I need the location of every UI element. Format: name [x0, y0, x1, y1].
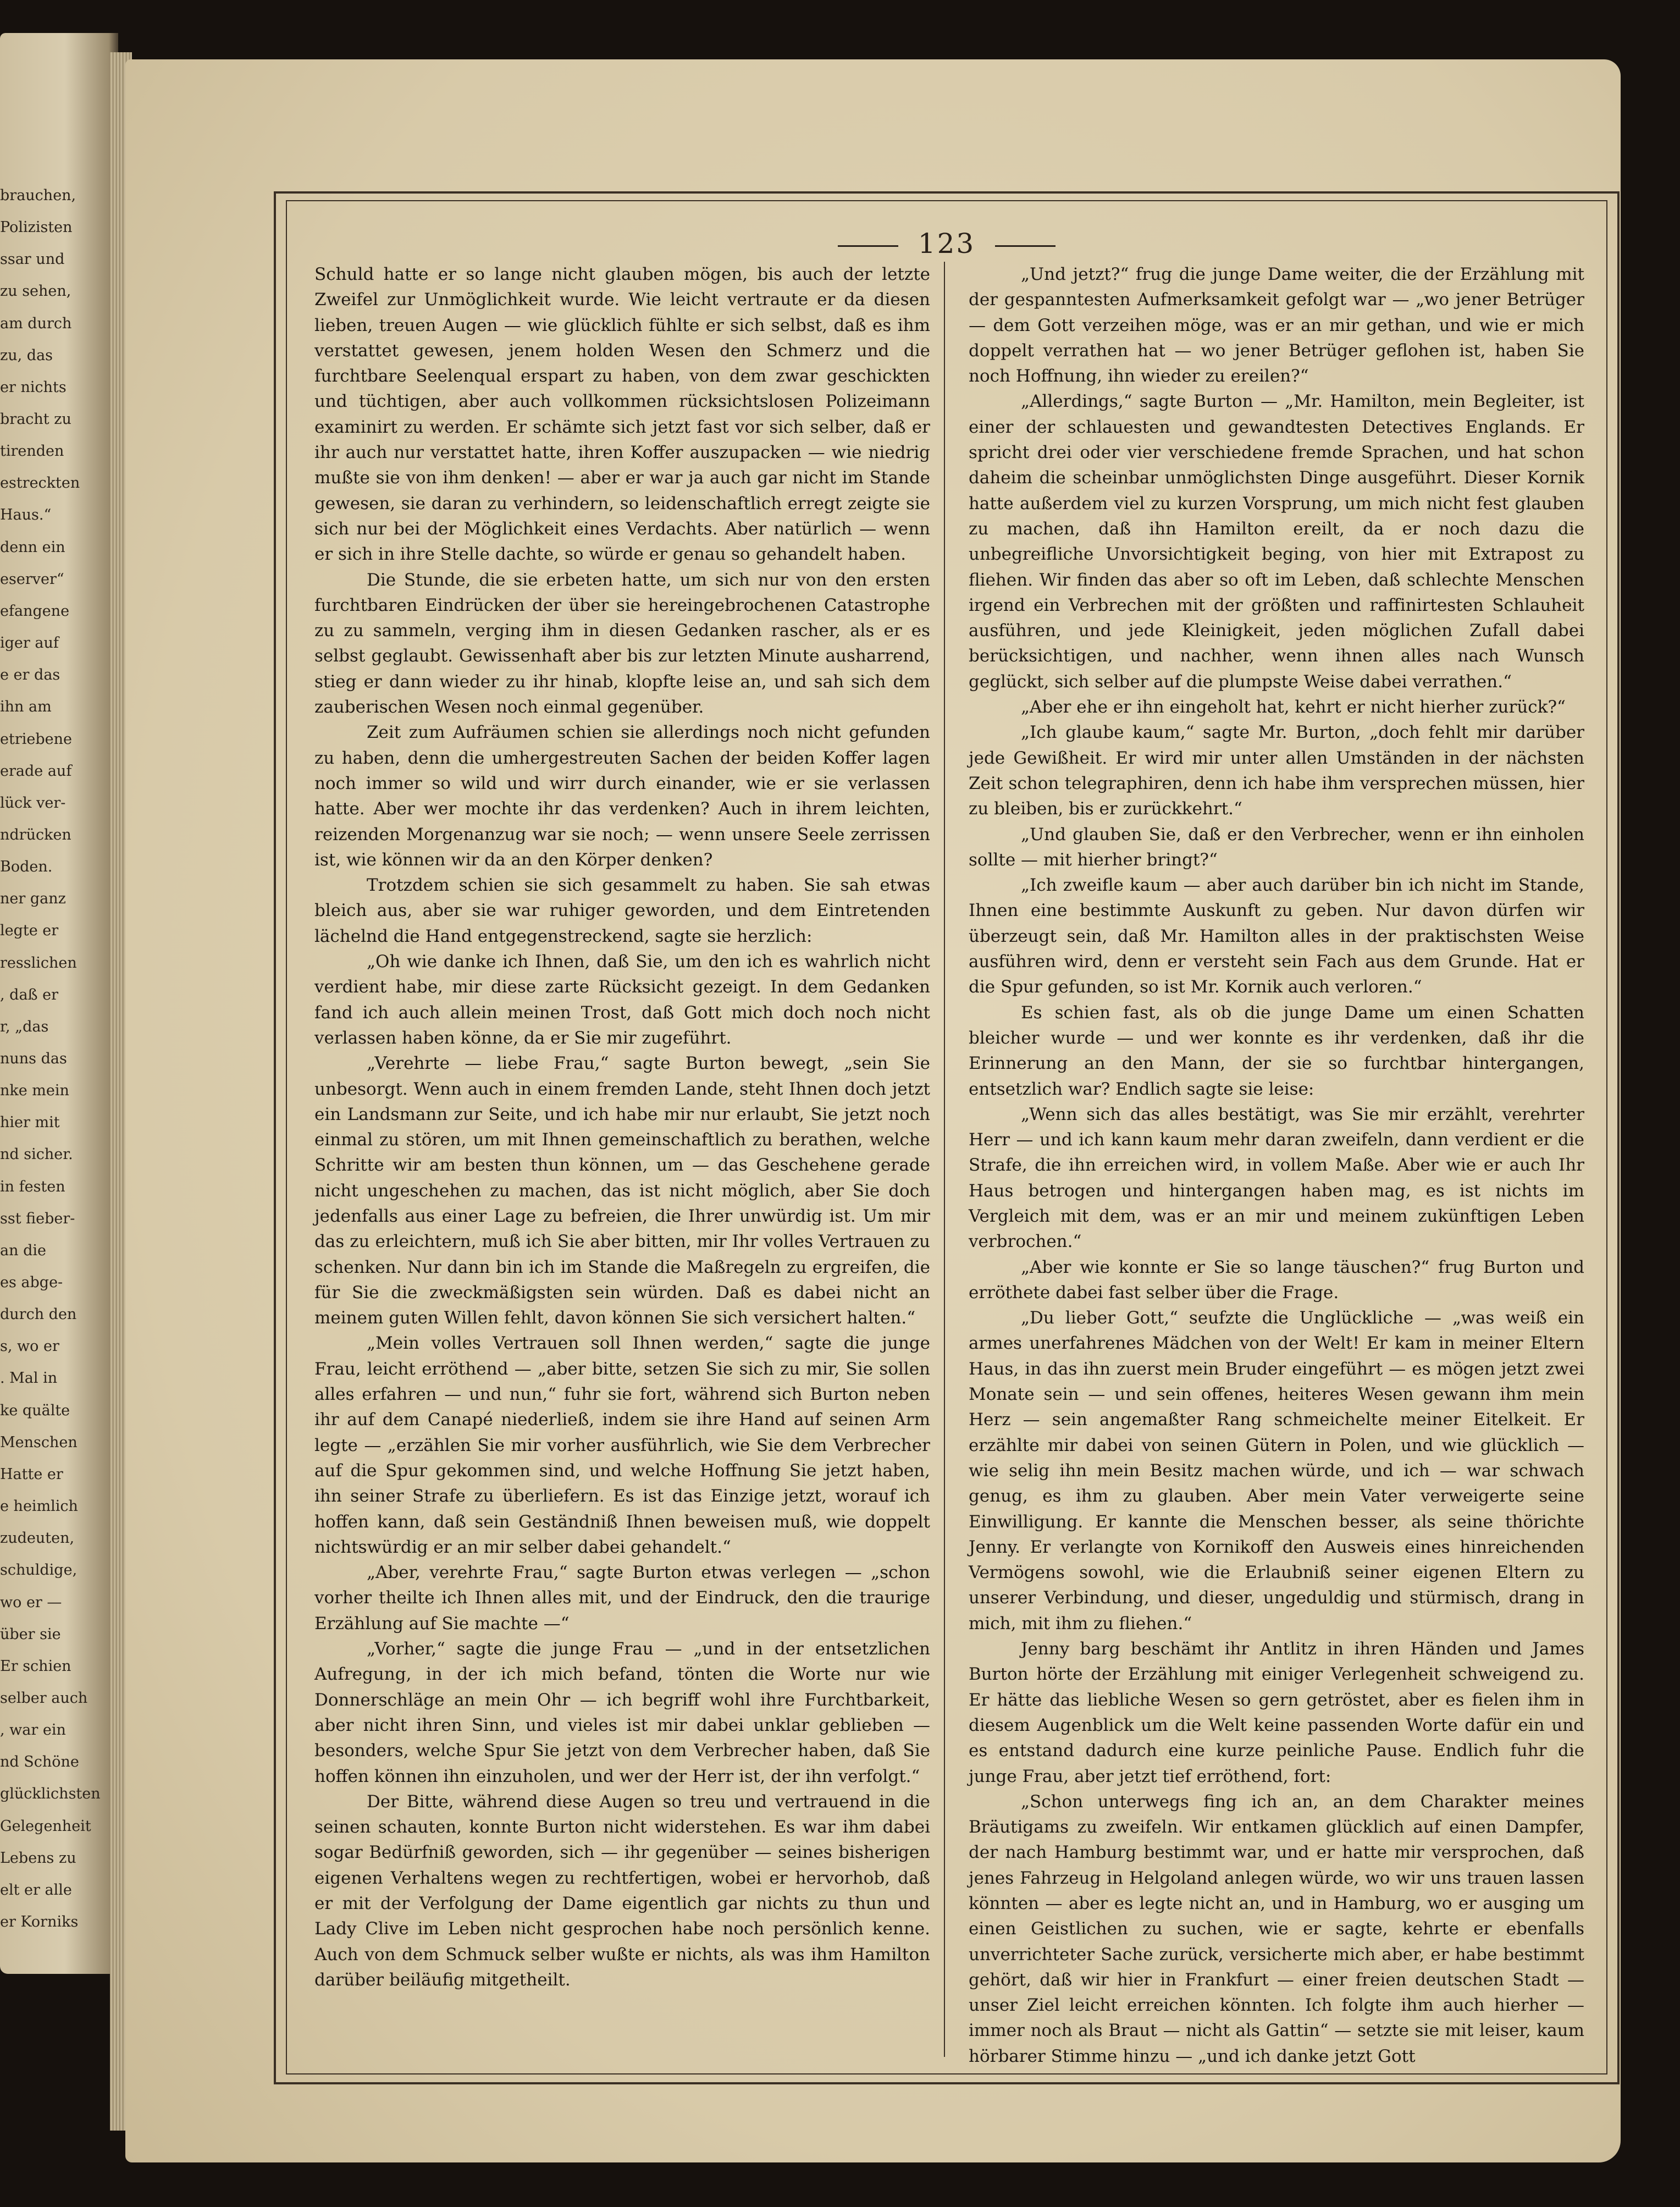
page-border: [274, 191, 1620, 2084]
previous-page-line: selber auch: [0, 1690, 88, 1707]
previous-page-line: zudeuten,: [0, 1530, 75, 1547]
paragraph: Es schien fast, als ob die junge Dame um einen Schatten bleicher wurde — und wer konnte es ihr verdenken, daß ihr die Erinnerung an den Mann, der sie so furchtbar hintergangen, entsetzlich war? Endlich sagte sie leise:: [969, 1002, 1584, 1099]
previous-page-line: über sie: [0, 1626, 61, 1643]
paragraph: „Ich zweifle kaum — aber auch darüber bin ich nicht im Stande, Ihnen eine bestimmte Auskunft zu geben. Nur davon dürfen wir überzeugt sein, daß Mr. Hamilton alles in der praktischsten Weise ausführen wird, denn er versteht sein Fach aus dem Grunde. Hat er die Spur gefunden, so ist Mr. Kornik auch verloren.“: [969, 875, 1584, 997]
previous-page-line: ke quälte: [0, 1402, 70, 1419]
paragraph: „Aber ehe er ihn eingeholt hat, kehrt er nicht hierher zurück?“: [1021, 697, 1566, 718]
text-column-left: [314, 262, 930, 1993]
previous-page-line: ndrücken: [0, 826, 71, 843]
previous-page-line: denn ein: [0, 539, 65, 556]
previous-page-line: , daß er: [0, 986, 59, 1003]
column-divider: [944, 262, 945, 2057]
paragraph: Zeit zum Aufräumen schien sie allerdings noch nicht gefunden zu haben, denn die umhergestreuten Sachen der beiden Koffer lagen noch immer so wild und wirr durch einander, wie er sie verlassen hatte. Aber wer mochte ihr das verdenken? Auch in ihrem leichten, reizenden Morgenanzug war sie noch; — wenn unsere Seele zerrissen ist, wie können wir da an den Körper denken?: [314, 722, 930, 870]
previous-page-line: erade auf: [0, 763, 72, 780]
paragraph: „Und jetzt?“ frug die junge Dame weiter, die der Erzählung mit der gespanntesten Aufmerksamkeit gefolgt war — „wo jener Betrüger — dem Gott verzeihen möge, was er an mir gethan, und wie er mich doppelt verrathen hat — wo jener Betrüger geflohen ist, haben Sie noch Hoffnung, ihn wieder zu ereilen?“: [969, 264, 1584, 387]
paragraph: Die Stunde, die sie erbeten hatte, um sich nur von den ersten furchtbaren Eindrücken der über sie hereingebrochenen Catastrophe zu zu sammeln, verging ihm in diesen Gedanken rascher, als er es selbst geglaubt. Gewissenhaft aber bis zur letzten Minute ausharrend, stieg er dann wieder zu ihr hinab, klopfte leise an, und sah sich dem zauberischen Wesen noch einmal gegenüber.: [314, 570, 930, 718]
previous-page-line: legte er: [0, 922, 59, 939]
paragraph: „Mein volles Vertrauen soll Ihnen werden,“ sagte die junge Frau, leicht erröthend — „aber bitte, setzen Sie sich zu mir, Sie sollen alles erfahren — und nun,“ fuhr sie fort, während sich Burton neben ihr auf dem Canapé niederließ, indem sie ihre Hand auf seinen Arm legte — „erzählen Sie mir vorher ausführlich, wie Sie dem Verbrecher auf die Spur gekommen sind, und welche Hoffnung Sie jetzt haben, ihn seiner Strafe zu überliefern. Es ist das Einzige jetzt, worauf ich hoffen kann, daß sein Geständniß Ihnen beweisen muß, wie doppelt nichtswürdig er an mir selber dabei gehandelt.“: [314, 1333, 930, 1557]
previous-page-line: Boden.: [0, 858, 53, 875]
previous-page-line: nd Schöne: [0, 1753, 79, 1770]
previous-page-line: es abge-: [0, 1274, 63, 1291]
paragraph: „Ich glaube kaum,“ sagte Mr. Burton, „doch fehlt mir darüber jede Gewißheit. Er wird mir unter allen Umständen in der nächsten Zeit schon telegraphiren, denn ich habe ihm versprechen müssen, hier zu bleiben, bis er zurückkehrt.“: [969, 722, 1584, 819]
page-number: 123: [918, 228, 976, 260]
previous-page-line: er nichts: [0, 379, 67, 396]
previous-page-line: nke mein: [0, 1082, 69, 1099]
previous-page-line: etriebene: [0, 731, 72, 748]
previous-page-line: hier mit: [0, 1114, 60, 1131]
paragraph: „Allerdings,“ sagte Burton — „Mr. Hamilton, mein Begleiter, ist einer der schlauesten und gewandtesten Detectives Englands. Er spricht drei oder vier verschiedene fremde Sprachen, und hat schon daheim die scheinbar unmöglichsten Dinge ausgeführt. Dieser Kornik hatte außerdem viel zu kurzen Vorsprung, um mich nicht fest glauben zu machen, daß ihn Hamilton ereilt, da er noch dazu die unbegreifliche Unvorsichtigkeit beging, von hier mit Extrapost zu fliehen. Wir finden das aber so oft im Leben, daß schlechte Menschen irgend ein Verbrechen mit der größten und raffinirtesten Schlauheit ausführen, und jede Kleinigkeit, jeden möglichen Zufall dabei berücksichtigen, und nachher, wenn ihnen alles nach Wunsch geglückt, sich selber auf die plumpste Weise dabei verrathen.“: [969, 391, 1584, 692]
previous-page-line: Menschen: [0, 1434, 78, 1451]
previous-page-edge: [0, 33, 118, 1974]
previous-page-line: in festen: [0, 1178, 65, 1195]
previous-page-line: Lebens zu: [0, 1850, 76, 1867]
previous-page-line: estreckten: [0, 474, 80, 492]
paragraph: „Verehrte — liebe Frau,“ sagte Burton bewegt, „sein Sie unbesorgt. Wenn auch in einem fremden Lande, steht Ihnen doch jetzt ein Landsmann zur Seite, und ich habe mir nur erlaubt, Sie jetzt noch einmal zu stören, um mit Ihnen gemeinschaftlich zu berathen, welche Schritte wir am besten thun können, um — das Geschehene gerade nicht ungeschehen zu machen, das ist nicht möglich, aber Sie doch jedenfalls aus einer Lage zu befreien, die Ihrer unwürdig ist. Um mir das zu erleichtern, muß ich Sie aber bitten, mir Ihr volles Vertrauen zu schenken. Nur dann bin ich im Stande die Maßregeln zu ergreifen, die für Sie die zweckmäßigsten sein würden. Daß es dabei nicht an meinem guten Willen fehlt, davon können Sie sich versichert halten.“: [314, 1053, 930, 1328]
previous-page-line: wo er —: [0, 1594, 62, 1611]
previous-page-line: am durch: [0, 315, 72, 332]
previous-page-line: Er schien: [0, 1658, 71, 1675]
previous-page-line: an die: [0, 1242, 46, 1259]
paragraph: „Vorher,“ sagte die junge Frau — „und in der entsetzlichen Aufregung, in der ich mich befand, tönten die Worte nur wie Donnerschläge an mein Ohr — ich begriff wohl ihre Furchtbarkeit, aber nicht ihren Sinn, und vieles ist mir dabei unklar geblieben — besonders, welche Spur Sie jetzt von dem Verbrecher haben, daß Sie hoffen können ihn einzuholen, und wer der Herr ist, der ihn verfolgt.“: [314, 1639, 930, 1786]
paragraph: „Oh wie danke ich Ihnen, daß Sie, um den ich es wahrlich nicht verdient habe, mir diese zarte Rücksicht gezeigt. In dem Gedanken fand ich auch allein meinen Trost, daß Gott mich doch noch nicht verlassen haben könne, da er Sie mir zugeführt.: [314, 952, 930, 1048]
previous-page-line: sst fieber-: [0, 1210, 75, 1227]
previous-page-line: eserver“: [0, 571, 64, 588]
previous-page-line: . Mal in: [0, 1370, 58, 1387]
paragraph: „Aber, verehrte Frau,“ sagte Burton etwas verlegen — „schon vorher theilte ich Ihnen alles mit, und der Eindruck, den die traurige Erzählung auf Sie machte —“: [314, 1563, 930, 1634]
previous-page-line: Hatte er: [0, 1466, 63, 1483]
previous-page-line: nd sicher.: [0, 1146, 73, 1163]
text-column-right: [969, 262, 1584, 2069]
header-rule-right: [995, 245, 1055, 247]
previous-page-line: Gelegenheit: [0, 1818, 91, 1835]
previous-page-line: resslichen: [0, 954, 77, 972]
paragraph: „Schon unterwegs fing ich an, an dem Charakter meines Bräutigams zu zweifeln. Wir entkamen glücklich auf einen Dampfer, der nach Hamburg bestimmt war, und er hatte mir versprochen, daß jenes Fahrzeug in Helgoland anlegen würde, wo wir uns trauen lassen könnten — aber es legte nicht an, und in Hamburg, wo er ausging um einen Geistlichen zu suchen, wie er sagte, kehrte er ebenfalls unverrichteter Sache zurück, versicherte mich aber, er habe bestimmt gehört, daß wir hier in Frankfurt — einer freien deutschen Stadt — unser Ziel leicht erreichen könnten. Ich folgte ihm auch hierher — immer noch als Braut — nicht als Gattin“ — setzte sie mit leiser, kaum hörbarer Stimme hinzu — „und ich danke jetzt Gott: [969, 1791, 1584, 2066]
previous-page-line: Haus.“: [0, 506, 52, 523]
previous-page-line: ssar und: [0, 251, 65, 268]
previous-page-line: elt er alle: [0, 1882, 72, 1899]
paragraph: „Aber wie konnte er Sie so lange täuschen?“ frug Burton und erröthete dabei fast selber über die Frage.: [969, 1257, 1584, 1303]
previous-page-line: bracht zu: [0, 411, 71, 428]
paragraph: Der Bitte, während diese Augen so treu und vertrauend in die seinen schauten, konnte Burton nicht widerstehen. Es war ihm dabei sogar Bedürfniß geworden, sich — ihr gegenüber — seines bisherigen eigenen Verhaltens wegen zu rechtfertigen, wobei er hervorhob, daß er mit der Verfolgung der Dame eigentlich gar nichts zu thun und Lady Clive im Leben nicht gesprochen habe noch persönlich kenne. Auch von dem Schmuck selber wußte er nichts, als was ihm Hamilton darüber beiläufig mitgetheilt.: [314, 1791, 930, 1990]
header-rule-left: [838, 245, 898, 247]
previous-page-line: e er das: [0, 666, 60, 683]
previous-page-line: , war ein: [0, 1722, 66, 1739]
paragraph: „Wenn sich das alles bestätigt, was Sie mir erzählt, verehrter Herr — und ich kann kaum mehr daran zweifeln, dann verdient er die Strafe, die ihn erreichen wird, in vollem Maße. Aber wie er auch Ihr Haus betrogen und hintergangen haben mag, es ist nichts im Vergleich mit dem, was er an mir und meinem zukünftigen Leben verbrochen.“: [969, 1104, 1584, 1252]
page-header: [287, 228, 1606, 260]
previous-page-line: er Korniks: [0, 1913, 79, 1930]
previous-page-line: s, wo er: [0, 1338, 59, 1355]
previous-page-line: e heimlich: [0, 1498, 78, 1515]
paragraph: Trotzdem schien sie sich gesammelt zu haben. Sie sah etwas bleich aus, aber sie war ruhiger geworden, und dem Eintretenden lächelnd die Hand entgegenstreckend, sagte sie herzlich:: [314, 875, 930, 946]
previous-page-line: nuns das: [0, 1050, 67, 1067]
previous-page-line: efangene: [0, 603, 70, 620]
previous-page-line: tirenden: [0, 443, 64, 460]
previous-page-text: [0, 33, 110, 1974]
previous-page-line: iger auf: [0, 634, 59, 652]
paragraph: Jenny barg beschämt ihr Antlitz in ihren Händen und James Burton hörte der Erzählung mit einiger Verlegenheit schweigend zu. Er hätte das liebliche Wesen so gern getröstet, aber es fielen ihm in diesem Augenblick um die Welt keine passenden Worte dafür ein und es entstand dadurch eine kurze peinliche Pause. Endlich fuhr die junge Frau, aber jetzt tief erröthend, fort:: [969, 1639, 1584, 1786]
previous-page-line: durch den: [0, 1306, 77, 1323]
paragraph: Schuld hatte er so lange nicht glauben mögen, bis auch der letzte Zweifel zur Unmöglichkeit wurde. Wie leicht vertraute er da diesen lieben, treuen Augen — wie glücklich fühlte er sich selbst, daß es ihm verstattet gewesen, jenem holden Wesen den Schmerz und die furchtbare Seelenqual erspart zu haben, von dem zwar geschickten und tüchtigen, aber auch vollkommen rücksichtslosen Polizeimann examinirt zu werden. Er schämte sich jetzt fast vor sich selber, daß er ihr auch nur verstattet hatte, ihren Koffer auszupacken — wie niedrig mußte sie von ihm denken! — aber er war ja auch gar nicht im Stande gewesen, sie daran zu verhindern, so leidenschaftlich erregt zeigte sie sich nur bei der Möglichkeit eines Verdachts. Aber natürlich — wenn er sich in ihre Stelle dachte, so würde er genau so gehandelt haben.: [314, 264, 930, 565]
previous-page-line: lück ver-: [0, 794, 66, 812]
previous-page-line: ner ganz: [0, 890, 66, 907]
paragraph: „Du lieber Gott,“ seufzte die Unglückliche — „was weiß ein armes unerfahrenes Mädchen von der Welt! Er kam in meiner Eltern Haus, in das ihn zuerst mein Bruder eingeführt — es mögen jetzt zwei Monate sein — und sein offenes, heiteres Wesen gewann ihm mein Herz — sein angemaßter Rang schmeichelte meiner Eitelkeit. Er erzählte mir dabei von seinen Gütern in Polen, und wie glücklich — wie selig ihn mein Besitz machen würde, und ich — war schwach genug, es ihm zu glauben. Aber mein Vater verweigerte seine Einwilligung. Er kannte die Menschen besser, als seine thörichte Jenny. Er verlangte von Kornikoff den Ausweis eines hinreichenden Vermögens sowohl, wie die Erlaubniß seiner eigenen Eltern zu unserer Verbindung, und dieser, ungeduldig und stürmisch, drang in mich, mit ihm zu fliehen.“: [969, 1308, 1584, 1634]
paragraph: „Und glauben Sie, daß er den Verbrecher, wenn er ihn einholen sollte — mit hierher bringt?“: [969, 824, 1584, 870]
book-page: [125, 59, 1621, 2162]
previous-page-line: Polizisten: [0, 219, 73, 236]
previous-page-line: glücklichsten: [0, 1785, 101, 1802]
previous-page-line: r, „das: [0, 1018, 49, 1035]
previous-page-line: zu, das: [0, 347, 53, 364]
page-border-inner: [286, 200, 1607, 2074]
previous-page-line: ihn am: [0, 698, 52, 715]
previous-page-line: brauchen,: [0, 187, 76, 204]
previous-page-line: schuldige,: [0, 1562, 78, 1579]
previous-page-line: zu sehen,: [0, 283, 71, 300]
